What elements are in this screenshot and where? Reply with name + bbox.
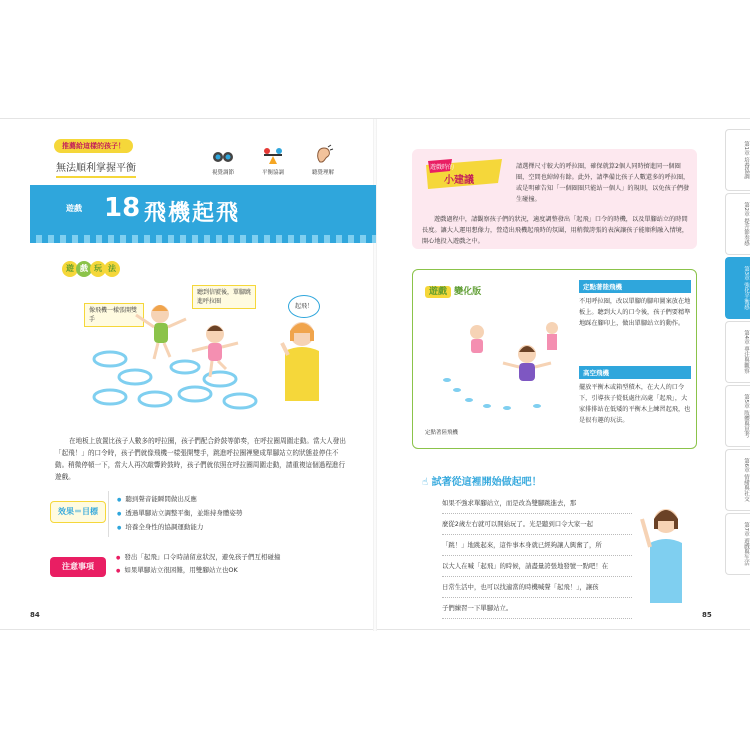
tip-badge-top: 遊戲時的 [430, 164, 455, 171]
caution-item: ● 發出「起飛」口令時請留意狀況，避免孩子們互相碰撞 [116, 551, 340, 564]
variant-heading-a: 遊戲 [425, 286, 451, 298]
chapter-tab-active[interactable]: 第3章 強化平衡感 [725, 257, 750, 319]
variant-heading-b: 變化版 [454, 287, 482, 297]
try-heading [422, 473, 542, 488]
try-lines [442, 493, 632, 619]
effect-section [50, 491, 350, 537]
try-line: 麼從2歲左右就可以開始玩了。光是聽到口令大家一起 [442, 514, 632, 535]
variant-illustration [427, 310, 567, 420]
effect-list [108, 491, 348, 537]
chapter-tab[interactable]: 第5章 肢體與思考 [725, 385, 750, 447]
heading-char: 法 [104, 261, 120, 277]
chapter-tab[interactable]: 第4章 專注與觀察 [725, 321, 750, 383]
skill-hearing [300, 144, 346, 176]
try-line: 日常生活中，也可以找適當的時機喊聲「起飛！」，讓孩 [442, 577, 632, 598]
banner-stripe [30, 235, 376, 243]
skills-row [200, 144, 380, 184]
chapter-tab[interactable]: 第7章 遊戲與生活 [725, 513, 750, 575]
game-title: 飛機起飛 [144, 201, 241, 226]
try-line: 以大人在喊「起飛」的時候，請盡量誇張地發號一點吧！在 [442, 556, 632, 577]
page-number-left: 84 [30, 611, 40, 619]
page-subtitle: 無法順利掌握平衡 [56, 159, 136, 178]
caution-list [108, 549, 348, 579]
callout-jump-in: 聽到信號後，單腳跳進呼拉圈 [192, 285, 256, 309]
play-description: 在地板上放置比孩子人數多的呼拉圈，孩子們配合鈴鼓等節奏，在呼拉圈周圍走動。當大人發出「起飛！」的口令時，孩子們就像飛機一樣張開雙手，跳進呼拉圈裡變成單腳站立的狀態並停住不動。稍微停頓一下，當大人再次敲響鈴鼓時，孩子們就依照在呼拉圈周圍走動，請重複這個過程進行遊戲。 [55, 437, 346, 481]
skill-label: 視覺調節 [211, 170, 234, 176]
heading-char: 戲 [76, 261, 92, 277]
skill-label: 聽覺理解 [311, 170, 334, 176]
try-line: 子們練習一下單腳站立。 [442, 598, 632, 619]
variant-section-title: 定點著陸飛機 [579, 280, 691, 293]
tip-badge [422, 157, 506, 197]
try-section [412, 469, 697, 612]
game-title-banner [30, 185, 376, 243]
skill-visual [200, 144, 246, 176]
skill-label: 平衡協調 [261, 170, 284, 176]
chapter-tab[interactable]: 第1章 培養協調 [725, 129, 750, 191]
heading-char: 玩 [90, 261, 106, 277]
tip-box [412, 149, 697, 249]
caution-item: ● 如果單腳站立很困難，用雙腳站立也OK [116, 564, 340, 577]
try-line: 如果不強求單腳站立，而是改為雙腳跳進去，那 [442, 493, 632, 514]
variant-section-body: 不用呼拉圈，改以單腳的腳印圖案放在地板上。聽到大人的口令後，孩子們要精準地踩在腳印上，做出單腳站立的動作。 [579, 298, 691, 327]
chapter-tab[interactable]: 第6章 情緒與社交 [725, 449, 750, 511]
game-number: 18 [104, 193, 141, 223]
balance-scale-icon [262, 144, 284, 166]
effect-item: ● 培養全身性的協調運動能力 [117, 521, 340, 535]
effect-item: ● 透過單腳站立調整平衡，並維持身體姿勢 [117, 507, 340, 521]
variant-section-title: 高空飛機 [579, 366, 691, 379]
page-number-right: 85 [702, 611, 712, 619]
callout-takeoff: 起飛！ [288, 295, 320, 318]
effect-label: 效果＝目標 [50, 501, 106, 523]
pointing-hand-icon: ☝ [422, 477, 432, 488]
try-line: 「跳！」地跳起來，這件事本身就已經夠讓人興奮了，所 [442, 535, 632, 556]
game-label: 遊戲 [66, 204, 82, 213]
callout-spread-arms: 像飛機一樣張開雙手 [84, 303, 144, 327]
ear-icon [312, 144, 334, 166]
children-playing-illustration [90, 289, 340, 414]
tip-badge-bottom: 小建議 [444, 175, 474, 186]
variant-section-body: 擺放平衡木或箱型積木，在大人的口令下，引導孩子從低處往高處「起飛」，大家排排站在低矮的平衡木上練習起飛，也是很有趣的玩法。 [579, 384, 691, 424]
skill-balance [250, 144, 296, 176]
caution-label: 注意事項 [50, 557, 106, 577]
variant-caption: 定點著陸飛機 [425, 430, 459, 436]
teacher-illustration [636, 493, 692, 603]
recommended-tag: 推薦給這樣的孩子！ [54, 139, 133, 153]
effect-item: ● 聽到聲音能瞬間做出反應 [117, 493, 340, 507]
book-spread [0, 118, 750, 630]
variant-box [412, 269, 697, 449]
binoculars-icon [212, 144, 234, 166]
how-to-play-heading [62, 261, 118, 279]
try-heading-text: 試著從這裡開始做起吧！ [431, 477, 542, 488]
caution-section [50, 549, 350, 589]
tip-text-2: 遊戲過程中，請觀察孩子們的狀況，適度調整發出「起飛」口令的時機，以及單腳站立的時間長度。讓大人運用想像力，營造出飛機起飛時的氛圍，用稍微誇張的表演讓孩子能順利融入情境，開心地投入遊戲之中。 [422, 216, 689, 245]
heading-char: 遊 [62, 261, 78, 277]
chapter-tab[interactable]: 第2章 提升節奏感 [725, 193, 750, 255]
tip-text-1: 請選擇尺寸較大的呼拉圈，確保就算2個人同時擠進同一個圈圈，空間也綽綽有餘。此外，請準備比孩子人數還多的呼拉圈，或是明確告知「一個圈圈只能站一個人」的規則，以免孩子們發生碰撞。 [516, 163, 690, 203]
variant-heading [425, 284, 481, 297]
variant-section-2 [579, 366, 691, 426]
chapter-tabs [725, 119, 750, 631]
variant-section-1 [579, 280, 691, 329]
